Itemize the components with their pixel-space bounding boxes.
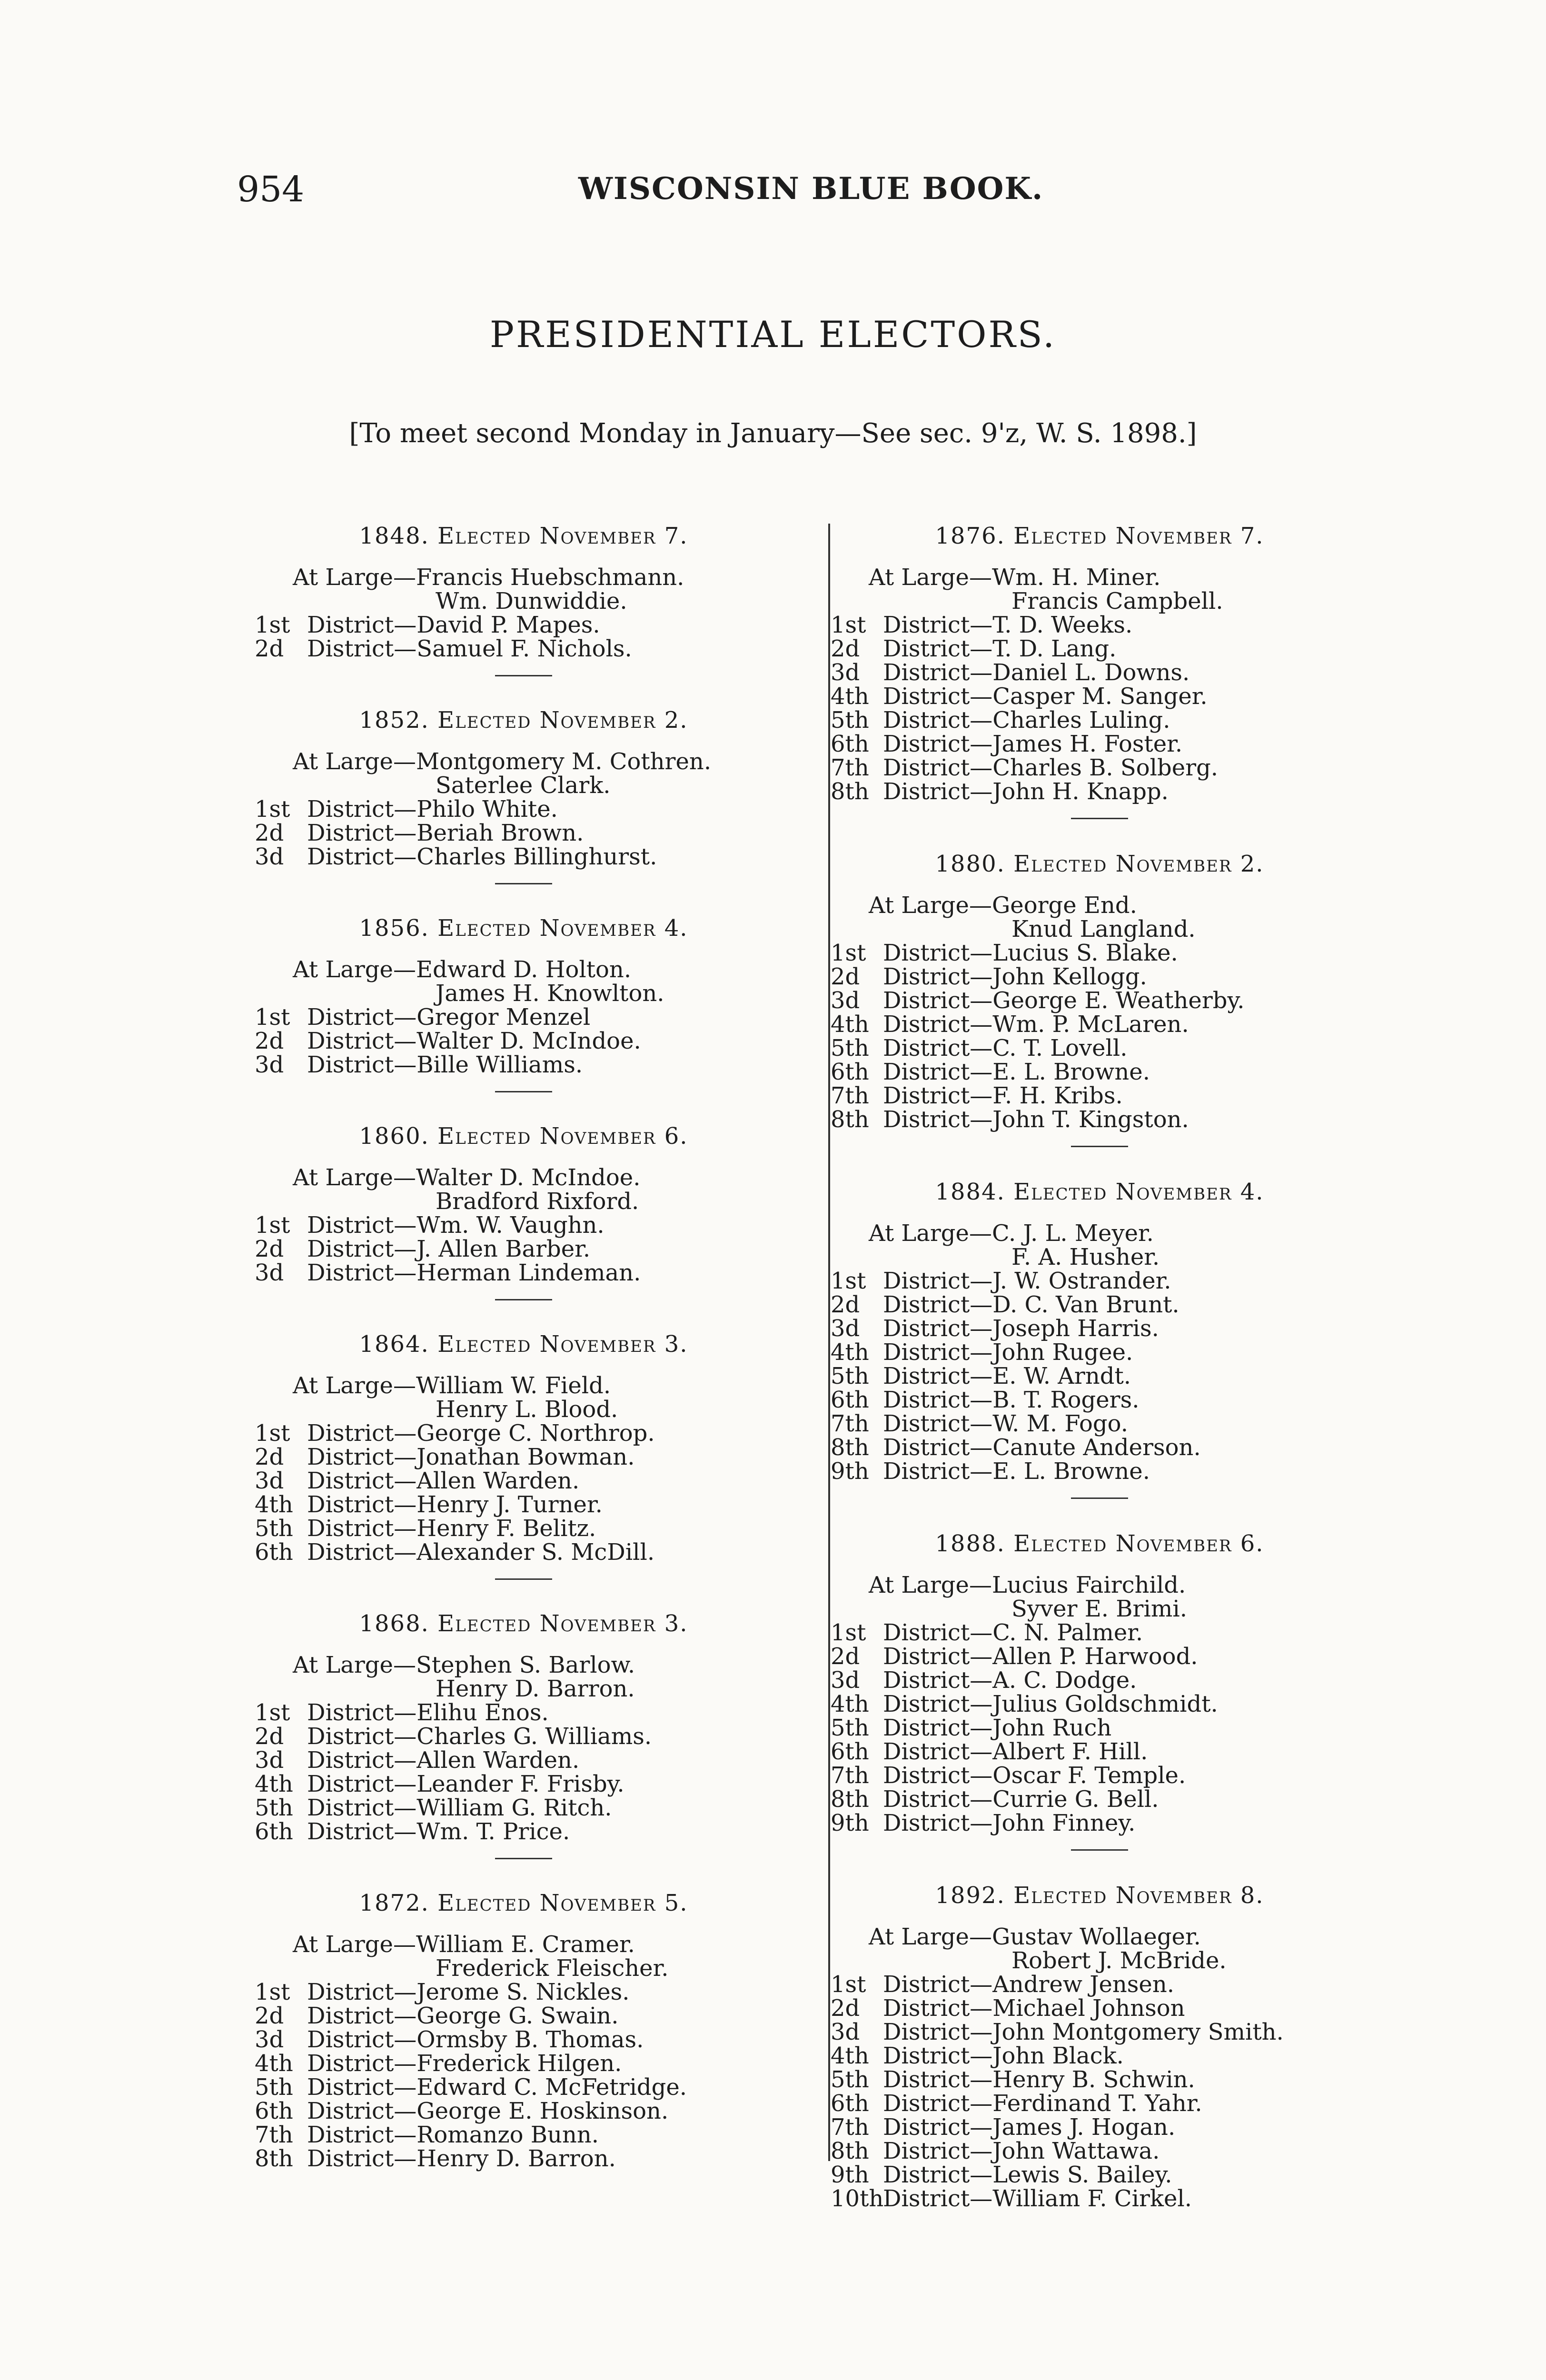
district-ordinal: 1st [831, 940, 866, 966]
election-block [255, 1610, 793, 1859]
district-ordinal: 10th [831, 2185, 884, 2212]
district-elector-name: District—Herman Lindeman. [307, 1259, 641, 1286]
district-elector [255, 1445, 793, 1469]
district-elector-name: District—Charles Billinghurst. [307, 843, 657, 870]
district-ordinal: 3d [255, 843, 284, 870]
district-elector [831, 637, 1368, 661]
election-block [255, 707, 793, 884]
district-ordinal: 1st [255, 1212, 290, 1239]
district-elector-name: District—James H. Foster. [883, 731, 1183, 757]
district-elector [831, 1621, 1368, 1645]
district-ordinal: 9th [831, 2162, 869, 2188]
left-column [255, 523, 793, 2171]
district-elector-name: District—John Wattawa. [883, 2138, 1160, 2164]
district-ordinal: 1st [255, 1004, 290, 1031]
district-ordinal: 1st [255, 796, 290, 823]
election-heading: 1852. Elected November 2. [359, 707, 688, 734]
district-elector [255, 2099, 793, 2123]
district-ordinal: 7th [255, 2122, 293, 2148]
district-elector [255, 2004, 793, 2028]
at-large-elector: At Large—Wm. H. Miner. [869, 564, 1161, 591]
district-elector [255, 1029, 793, 1053]
district-elector [255, 1261, 793, 1285]
district-elector-name: District—John H. Knapp. [883, 778, 1169, 805]
at-large-elector: At Large—George End. [869, 892, 1137, 919]
district-ordinal: 6th [831, 2090, 869, 2117]
district-elector [255, 1772, 793, 1796]
district-ordinal: 4th [831, 683, 869, 710]
district-ordinal: 6th [255, 2098, 293, 2124]
district-elector [831, 1668, 1368, 1692]
district-elector-name: District—William G. Ritch. [307, 1795, 612, 1821]
district-ordinal: 5th [831, 1363, 869, 1389]
district-elector-name: District—Joseph Harris. [883, 1315, 1159, 1342]
district-elector [831, 1973, 1368, 1996]
district-ordinal: 6th [831, 1738, 869, 1765]
district-ordinal: 5th [831, 2066, 869, 2093]
district-elector-name: District—Wm. W. Vaughn. [307, 1212, 605, 1239]
district-elector [831, 2068, 1368, 2092]
at-large-elector: At Large—Edward D. Holton. [293, 956, 632, 983]
district-elector [831, 1036, 1368, 1060]
district-elector [831, 661, 1368, 684]
at-large-elector: At Large—Francis Huebschmann. [293, 564, 684, 591]
district-ordinal: 2d [831, 1291, 860, 1318]
block-divider [1071, 1146, 1128, 1147]
district-ordinal: 3d [831, 1667, 860, 1694]
district-ordinal: 5th [831, 1715, 869, 1741]
district-elector-name: District—Andrew Jensen. [883, 1971, 1174, 1998]
district-elector [831, 2163, 1368, 2187]
at-large-elector: Saterlee Clark. [436, 772, 611, 799]
district-elector [255, 1796, 793, 1820]
district-ordinal: 9th [831, 1458, 869, 1485]
district-elector-name: District—F. H. Kribs. [883, 1082, 1123, 1109]
election-block [831, 851, 1368, 1147]
election-heading: 1888. Elected November 6. [935, 1530, 1264, 1557]
district-elector-name: District—E. L. Browne. [883, 1059, 1150, 1085]
district-ordinal: 8th [831, 1106, 869, 1133]
district-ordinal: 3d [831, 1315, 860, 1342]
district-elector-name: District—Bille Williams. [307, 1051, 583, 1078]
district-elector [831, 2092, 1368, 2115]
district-elector-name: District—Albert F. Hill. [883, 1738, 1148, 1765]
district-elector-name: District—George E. Weatherby. [883, 987, 1245, 1014]
district-elector-name: District—John Montgomery Smith. [883, 2019, 1284, 2045]
district-elector [255, 2052, 793, 2075]
election-block [255, 1123, 793, 1300]
district-elector-name: District—John Rugee. [883, 1339, 1133, 1366]
at-large-elector: F. A. Husher. [1011, 1244, 1160, 1270]
election-block [255, 915, 793, 1092]
district-ordinal: 7th [831, 2114, 869, 2141]
district-elector-name: District—Alexander S. McDill. [307, 1539, 655, 1566]
district-elector [831, 2187, 1368, 2211]
district-ordinal: 5th [255, 1795, 293, 1821]
district-ordinal: 8th [831, 2138, 869, 2164]
section-title: PRESIDENTIAL ELECTORS. [489, 313, 1057, 356]
district-elector [255, 845, 793, 869]
district-elector-name: District—Allen Warden. [307, 1747, 580, 1774]
district-elector-name: District—Ferdinand T. Yahr. [883, 2090, 1202, 2117]
district-elector [831, 1388, 1368, 1412]
district-elector-name: District—Gregor Menzel [307, 1004, 591, 1031]
district-elector [255, 613, 793, 637]
district-elector-name: District—John Kellogg. [883, 963, 1147, 990]
district-elector-name: District—Charles G. Williams. [307, 1723, 652, 1750]
district-ordinal: 3d [255, 2026, 284, 2053]
at-large-elector: At Large—William W. Field. [293, 1372, 611, 1399]
district-elector-name: District—George C. Northrop. [307, 1420, 655, 1447]
district-elector-name: District—Henry J. Turner. [307, 1491, 603, 1518]
district-elector [831, 989, 1368, 1012]
district-ordinal: 8th [831, 1434, 869, 1461]
district-elector [255, 1701, 793, 1725]
at-large-elector: James H. Knowlton. [436, 980, 664, 1007]
at-large-elector: Knud Langland. [1011, 916, 1196, 942]
district-elector [831, 1996, 1368, 2020]
district-elector [831, 1740, 1368, 1764]
election-heading: 1880. Elected November 2. [935, 851, 1264, 877]
district-elector [255, 1820, 793, 1844]
election-block [831, 1882, 1368, 2211]
district-elector [831, 1716, 1368, 1740]
election-block [831, 1530, 1368, 1851]
district-elector [831, 756, 1368, 780]
district-elector [255, 1725, 793, 1748]
district-elector-name: District—Edward C. McFetridge. [307, 2074, 687, 2101]
at-large-elector: Francis Campbell. [1011, 588, 1223, 615]
district-elector-name: District—John T. Kingston. [883, 1106, 1189, 1133]
right-column [831, 523, 1368, 2242]
district-elector-name: District—Lucius S. Blake. [883, 940, 1178, 966]
district-elector-name: District—T. D. Lang. [883, 635, 1117, 662]
district-elector-name: District—Allen Warden. [307, 1468, 580, 1494]
district-ordinal: 1st [255, 1420, 290, 1447]
district-elector-name: District—B. T. Rogers. [883, 1387, 1140, 1413]
district-ordinal: 2d [255, 1028, 284, 1054]
district-elector [255, 821, 793, 845]
election-heading: 1876. Elected November 7. [935, 523, 1264, 549]
district-elector [831, 1412, 1368, 1436]
at-large-elector: Henry D. Barron. [436, 1676, 635, 1702]
district-ordinal: 2d [831, 1643, 860, 1670]
district-ordinal: 8th [255, 2145, 293, 2172]
district-elector-name: District—George E. Hoskinson. [307, 2098, 669, 2124]
district-ordinal: 7th [831, 754, 869, 781]
district-ordinal: 4th [255, 1491, 293, 1518]
page-number: 954 [237, 169, 305, 210]
district-elector-name: District—A. C. Dodge. [883, 1667, 1137, 1694]
district-elector-name: District—Walter D. McIndoe. [307, 1028, 641, 1054]
district-elector [831, 2044, 1368, 2068]
district-ordinal: 1st [255, 1699, 290, 1726]
district-elector-name: District—Romanzo Bunn. [307, 2122, 599, 2148]
district-elector [255, 797, 793, 821]
district-elector [255, 1980, 793, 2004]
election-heading: 1860. Elected November 6. [359, 1123, 688, 1150]
district-ordinal: 2d [255, 635, 284, 662]
district-ordinal: 3d [255, 1747, 284, 1774]
district-elector [831, 1084, 1368, 1108]
block-divider [495, 1858, 552, 1859]
district-ordinal: 2d [831, 1995, 860, 2022]
district-elector [255, 1493, 793, 1517]
district-elector [831, 941, 1368, 965]
block-divider [495, 1091, 552, 1092]
book-title: WISCONSIN BLUE BOOK. [578, 171, 1044, 207]
district-ordinal: 4th [255, 1771, 293, 1797]
election-heading: 1848. Elected November 7. [359, 523, 688, 549]
district-elector [831, 965, 1368, 989]
district-elector-name: District—Elihu Enos. [307, 1699, 549, 1726]
district-elector [831, 780, 1368, 803]
district-elector [255, 2028, 793, 2052]
district-elector-name: District—Daniel L. Downs. [883, 659, 1190, 686]
district-elector [831, 1060, 1368, 1084]
district-ordinal: 2d [255, 2003, 284, 2029]
district-elector [255, 1517, 793, 1540]
district-elector [831, 1293, 1368, 1317]
election-heading: 1868. Elected November 3. [359, 1610, 688, 1637]
district-ordinal: 1st [831, 1268, 866, 1294]
at-large-elector: Bradford Rixford. [436, 1188, 639, 1215]
district-ordinal: 3d [255, 1468, 284, 1494]
district-elector [255, 1005, 793, 1029]
district-ordinal: 2d [255, 820, 284, 846]
district-elector [831, 732, 1368, 756]
election-heading: 1872. Elected November 5. [359, 1890, 688, 1916]
election-block [255, 1331, 793, 1580]
district-elector-name: District—J. Allen Barber. [307, 1236, 591, 1262]
block-divider [495, 883, 552, 884]
district-elector-name: District—Oscar F. Temple. [883, 1762, 1186, 1789]
district-elector-name: District—Charles B. Solberg. [883, 754, 1219, 781]
block-divider [1071, 1497, 1128, 1499]
section-note: [To meet second Monday in January—See sec. 9'z, W. S. 1898.] [349, 418, 1197, 449]
district-elector-name: District—Philo White. [307, 796, 558, 823]
at-large-elector: At Large—Gustav Wollaeger. [869, 1924, 1201, 1950]
district-elector-name: District—Canute Anderson. [883, 1434, 1201, 1461]
district-elector-name: District—Wm. P. McLaren. [883, 1011, 1189, 1038]
at-large-elector: At Large—Walter D. McIndoe. [293, 1164, 641, 1191]
district-elector-name: District—Currie G. Bell. [883, 1786, 1159, 1813]
block-divider [1071, 818, 1128, 819]
district-elector-name: District—Ormsby B. Thomas. [307, 2026, 644, 2053]
district-elector-name: District—Frederick Hilgen. [307, 2050, 622, 2077]
district-ordinal: 1st [831, 612, 866, 638]
at-large-elector: Wm. Dunwiddie. [436, 588, 627, 615]
district-ordinal: 2d [831, 635, 860, 662]
district-elector [255, 1421, 793, 1445]
district-elector-name: District—Casper M. Sanger. [883, 683, 1208, 710]
district-ordinal: 1st [831, 1619, 866, 1646]
district-elector-name: District—Lewis S. Bailey. [883, 2162, 1172, 2188]
district-ordinal: 7th [831, 1082, 869, 1109]
district-elector-name: District—Samuel F. Nichols. [307, 635, 632, 662]
block-divider [1071, 1849, 1128, 1851]
district-elector-name: District—Henry F. Belitz. [307, 1515, 596, 1542]
election-heading: 1884. Elected November 4. [935, 1179, 1264, 1205]
district-elector-name: District—C. N. Palmer. [883, 1619, 1143, 1646]
district-elector-name: District—James J. Hogan. [883, 2114, 1176, 2141]
district-elector-name: District—Allen P. Harwood. [883, 1643, 1198, 1670]
district-elector-name: District—Jerome S. Nickles. [307, 1979, 630, 2005]
district-elector [831, 684, 1368, 708]
district-elector-name: District—Henry B. Schwin. [883, 2066, 1195, 2093]
district-ordinal: 3d [255, 1259, 284, 1286]
election-block [255, 1890, 793, 2171]
district-ordinal: 5th [831, 1035, 869, 1061]
district-elector [831, 1645, 1368, 1668]
at-large-elector: Robert J. McBride. [1011, 1947, 1227, 1974]
district-ordinal: 3d [831, 659, 860, 686]
district-elector [255, 1053, 793, 1077]
column-divider [828, 524, 830, 2161]
district-elector [831, 2020, 1368, 2044]
district-elector [255, 1748, 793, 1772]
district-ordinal: 8th [831, 1786, 869, 1813]
district-elector-name: District—Michael Johnson [883, 1995, 1185, 2022]
at-large-elector: At Large—William E. Cramer. [293, 1931, 635, 1958]
district-ordinal: 5th [255, 1515, 293, 1542]
district-ordinal: 4th [255, 2050, 293, 2077]
election-heading: 1892. Elected November 8. [935, 1882, 1264, 1909]
district-ordinal: 3d [255, 1051, 284, 1078]
district-ordinal: 5th [831, 707, 869, 734]
district-ordinal: 6th [255, 1539, 293, 1566]
district-elector-name: District—William F. Cirkel. [883, 2185, 1192, 2212]
district-ordinal: 9th [831, 1810, 869, 1836]
at-large-elector: Frederick Fleischer. [436, 1955, 669, 1982]
district-elector [255, 1540, 793, 1564]
district-elector [831, 1269, 1368, 1293]
district-elector [255, 637, 793, 661]
district-elector [831, 2139, 1368, 2163]
district-ordinal: 2d [831, 963, 860, 990]
district-ordinal: 7th [831, 1762, 869, 1789]
district-elector-name: District—Leander F. Frisby. [307, 1771, 624, 1797]
district-elector-name: District—J. W. Ostrander. [883, 1268, 1171, 1294]
district-elector [831, 1787, 1368, 1811]
election-block [255, 523, 793, 676]
district-elector [255, 1469, 793, 1493]
district-elector [255, 2147, 793, 2171]
block-divider [495, 675, 552, 676]
district-elector-name: District—David P. Mapes. [307, 612, 600, 638]
district-ordinal: 7th [831, 1410, 869, 1437]
district-elector-name: District—Beriah Brown. [307, 820, 584, 846]
district-elector-name: District—John Black. [883, 2043, 1124, 2069]
district-ordinal: 2d [255, 1444, 284, 1470]
district-elector [831, 1459, 1368, 1483]
election-block [831, 1179, 1368, 1499]
district-elector-name: District—Charles Luling. [883, 707, 1170, 734]
district-elector [831, 1764, 1368, 1787]
district-elector-name: District—D. C. Van Brunt. [883, 1291, 1179, 1318]
district-ordinal: 8th [831, 778, 869, 805]
district-elector [831, 2115, 1368, 2139]
district-elector [831, 1012, 1368, 1036]
district-elector-name: District—George G. Swain. [307, 2003, 619, 2029]
election-heading: 1856. Elected November 4. [359, 915, 688, 942]
district-ordinal: 2d [255, 1723, 284, 1750]
district-ordinal: 5th [255, 2074, 293, 2101]
district-elector-name: District—C. T. Lovell. [883, 1035, 1128, 1061]
block-divider [495, 1299, 552, 1300]
district-elector-name: District—E. W. Arndt. [883, 1363, 1131, 1389]
district-elector [831, 1317, 1368, 1340]
district-ordinal: 6th [831, 1387, 869, 1413]
district-elector [831, 1364, 1368, 1388]
district-ordinal: 6th [831, 1059, 869, 1085]
district-ordinal: 1st [255, 1979, 290, 2005]
district-ordinal: 6th [255, 1818, 293, 1845]
district-elector-name: District—John Ruch [883, 1715, 1112, 1741]
district-ordinal: 3d [831, 987, 860, 1014]
district-elector-name: District—T. D. Weeks. [883, 612, 1133, 638]
district-ordinal: 2d [255, 1236, 284, 1262]
district-elector [831, 1340, 1368, 1364]
district-elector [831, 1692, 1368, 1716]
at-large-elector: At Large—Stephen S. Barlow. [293, 1652, 635, 1678]
election-heading: 1864. Elected November 3. [359, 1331, 688, 1358]
block-divider [495, 1578, 552, 1580]
district-elector-name: District—Wm. T. Price. [307, 1818, 570, 1845]
district-elector-name: District—Julius Goldschmidt. [883, 1691, 1218, 1717]
district-elector-name: District—Henry D. Barron. [307, 2145, 616, 2172]
district-elector [255, 2123, 793, 2147]
district-elector-name: District—W. M. Fogo. [883, 1410, 1128, 1437]
district-ordinal: 1st [831, 1971, 866, 1998]
page-header [0, 169, 1546, 217]
district-elector [255, 1237, 793, 1261]
district-elector [255, 1213, 793, 1237]
district-ordinal: 4th [831, 1691, 869, 1717]
district-ordinal: 6th [831, 731, 869, 757]
at-large-elector: At Large—Montgomery M. Cothren. [293, 748, 712, 775]
at-large-elector: Syver E. Brimi. [1011, 1596, 1187, 1622]
district-ordinal: 4th [831, 2043, 869, 2069]
district-ordinal: 4th [831, 1011, 869, 1038]
district-elector-name: District—John Finney. [883, 1810, 1136, 1836]
district-elector-name: District—Jonathan Bowman. [307, 1444, 635, 1470]
district-ordinal: 3d [831, 2019, 860, 2045]
district-ordinal: 1st [255, 612, 290, 638]
district-elector [831, 708, 1368, 732]
district-elector-name: District—E. L. Browne. [883, 1458, 1150, 1485]
district-ordinal: 4th [831, 1339, 869, 1366]
district-elector [831, 1811, 1368, 1835]
election-block [831, 523, 1368, 819]
district-elector [255, 2075, 793, 2099]
at-large-elector: At Large—Lucius Fairchild. [869, 1572, 1186, 1598]
district-elector [831, 1436, 1368, 1459]
district-elector [831, 1108, 1368, 1131]
at-large-elector: At Large—C. J. L. Meyer. [869, 1220, 1154, 1247]
district-elector [831, 613, 1368, 637]
at-large-elector: Henry L. Blood. [436, 1396, 618, 1423]
